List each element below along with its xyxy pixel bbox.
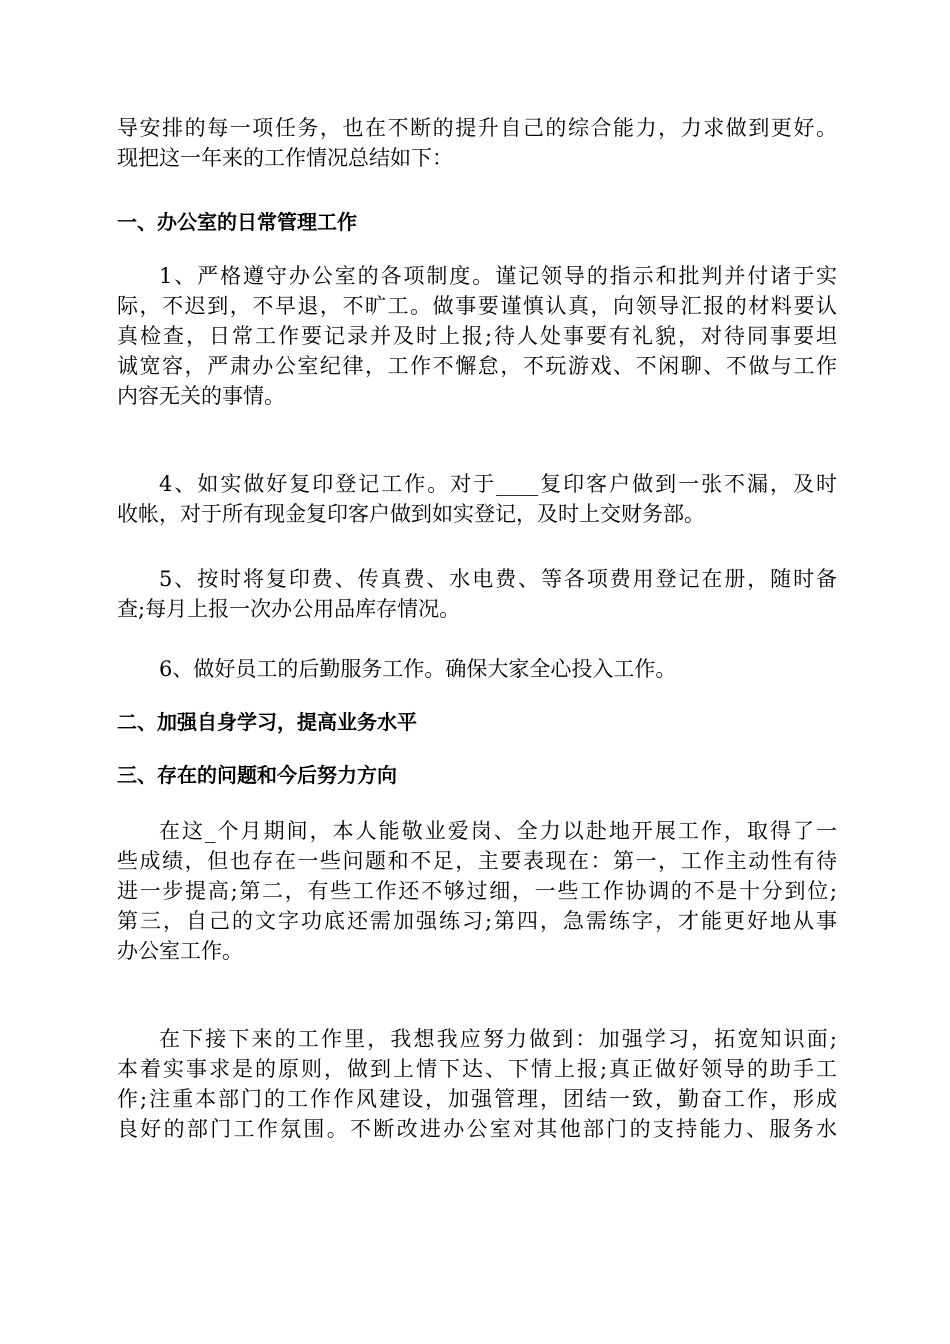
text-line: 些成绩，但也存在一些问题和不足，主要表现在：第一，工作主动性有待 xyxy=(117,849,837,873)
text-line: 办公室工作。 xyxy=(117,939,243,963)
text-line: 收帐，对于所有现金复印客户做到如实登记，及时上交财务部。 xyxy=(117,502,705,526)
text-line: 查;每月上报一次办公用品库存情况。 xyxy=(117,597,461,621)
text-line: 作;注重本部门的工作作风建设，加强管理，团结一致，勤奋工作，形成 xyxy=(117,1087,837,1111)
text-line: 第三，自己的文字功底还需加强练习;第四，急需练字，才能更好地从事 xyxy=(117,909,837,933)
paragraph-item-1 xyxy=(117,261,837,411)
text-line: 1、严格遵守办公室的各项制度。谨记领导的指示和批判并付诸于实 xyxy=(159,264,837,288)
text-line: 在下接下来的工作里，我想我应努力做到：加强学习，拓宽知识面; xyxy=(159,1027,837,1051)
text-line: 在这_个月期间，本人能敬业爱岗、全力以赴地开展工作，取得了一 xyxy=(159,819,837,843)
text-line: 真检查，日常工作要记录并及时上报;待人处事要有礼貌，对待同事要坦 xyxy=(117,324,837,348)
text-line: 4、如实做好复印登记工作。对于____复印客户做到一张不漏，及时 xyxy=(159,472,837,496)
text-line: 现把这一年来的工作情况总结如下： xyxy=(117,146,453,170)
paragraph-item-6 xyxy=(117,654,837,684)
section-heading-2: 二、加强自身学习，提高业务水平 xyxy=(117,710,417,734)
section-heading-3: 三、存在的问题和今后努力方向 xyxy=(117,763,397,787)
paragraph-item-4 xyxy=(117,469,837,529)
text-line: 内容无关的事情。 xyxy=(117,384,285,408)
text-line: 诚宽容，严肃办公室纪律，工作不懈怠，不玩游戏、不闲聊、不做与工作 xyxy=(117,354,837,378)
paragraph-item-5 xyxy=(117,564,837,624)
paragraph-future xyxy=(117,1024,837,1144)
text-line: 际，不迟到，不早退，不旷工。做事要谨慎认真，向领导汇报的材料要认 xyxy=(117,294,837,318)
text-line: 6、做好员工的后勤服务工作。确保大家全心投入工作。 xyxy=(159,657,677,681)
intro-paragraph xyxy=(117,113,837,173)
section-heading-1: 一、办公室的日常管理工作 xyxy=(117,210,357,234)
text-line: 5、按时将复印费、传真费、水电费、等各项费用登记在册，随时备 xyxy=(159,567,837,591)
text-line: 本着实事求是的原则，做到上情下达、下情上报;真正做好领导的助手工 xyxy=(117,1057,837,1081)
paragraph-problems xyxy=(117,816,837,966)
text-line: 导安排的每一项任务，也在不断的提升自己的综合能力，力求做到更好。 xyxy=(117,116,837,140)
text-line: 进一步提高;第二，有些工作还不够过细，一些工作协调的不是十分到位; xyxy=(117,879,837,903)
text-line: 良好的部门工作氛围。不断改进办公室对其他部门的支持能力、服务水 xyxy=(117,1117,837,1141)
